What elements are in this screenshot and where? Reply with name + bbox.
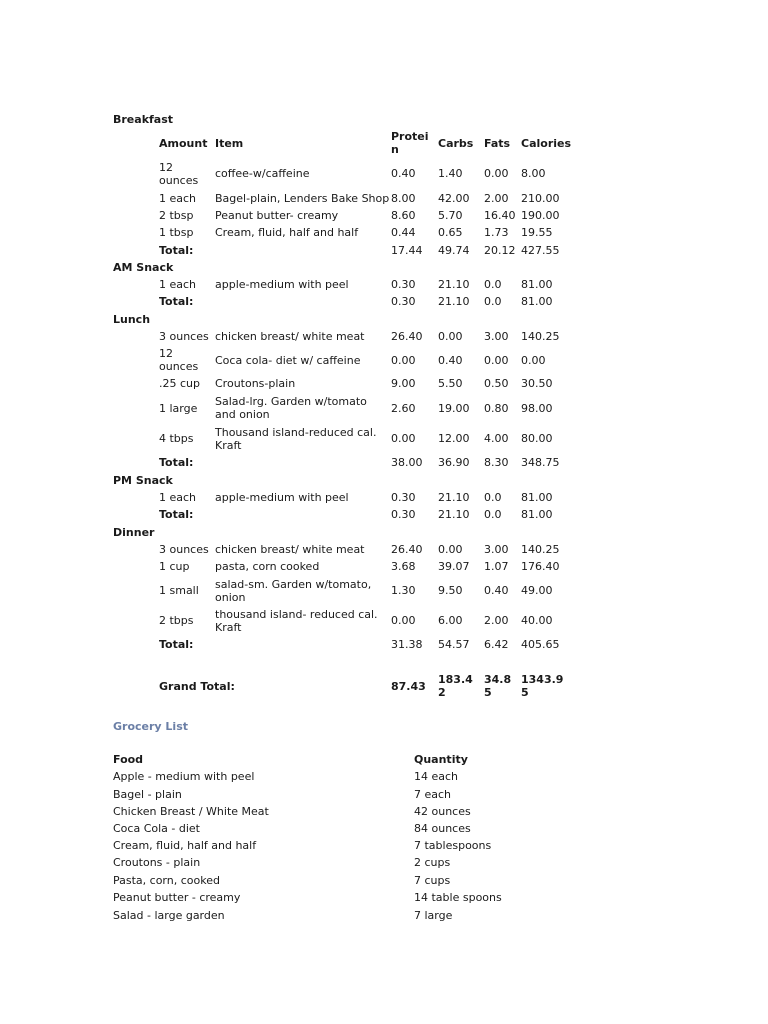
cell-fats: 0.0	[484, 491, 502, 504]
grand-total-fats: 34.8 5	[484, 673, 512, 699]
meal-title-lunch: Lunch	[113, 313, 151, 326]
cell-item: salad-sm. Garden w/tomato, onion	[215, 578, 372, 604]
header-carbs: Carbs	[438, 137, 474, 150]
total-protein: 17.44	[391, 244, 423, 257]
cell-carbs: 5.70	[438, 209, 463, 222]
grocery-quantity: 14 each	[414, 770, 459, 783]
cell-item: chicken breast/ white meat	[215, 330, 365, 343]
cell-carbs: 1.40	[438, 167, 463, 180]
cell-fats: 1.07	[484, 560, 509, 573]
cell-protein: 1.30	[391, 584, 416, 597]
grocery-quantity: 2 cups	[414, 856, 451, 869]
total-protein: 0.30	[391, 295, 416, 308]
header-item: Item	[215, 137, 244, 150]
cell-protein: 0.00	[391, 354, 416, 367]
cell-calories: 210.00	[521, 192, 560, 205]
cell-calories: 81.00	[521, 491, 553, 504]
total-carbs: 54.57	[438, 638, 470, 651]
grand-total-protein: 87.43	[391, 680, 426, 693]
cell-fats: 2.00	[484, 614, 509, 627]
cell-calories: 0.00	[521, 354, 546, 367]
grand-total-calories: 1343.9 5	[521, 673, 564, 699]
cell-fats: 4.00	[484, 432, 509, 445]
cell-carbs: 5.50	[438, 377, 463, 390]
cell-amount: 12 ounces	[159, 161, 199, 187]
grocery-food: Pasta, corn, cooked	[113, 874, 220, 887]
cell-amount: 2 tbps	[159, 614, 194, 627]
cell-amount: 1 each	[159, 278, 197, 291]
cell-calories: 49.00	[521, 584, 553, 597]
cell-calories: 8.00	[521, 167, 546, 180]
grocery-food: Coca Cola - diet	[113, 822, 200, 835]
cell-item: Thousand island-reduced cal. Kraft	[215, 426, 377, 452]
cell-item: Bagel-plain, Lenders Bake Shop	[215, 192, 390, 205]
total-calories: 405.65	[521, 638, 560, 651]
cell-carbs: 0.00	[438, 330, 463, 343]
cell-item: Peanut butter- creamy	[215, 209, 339, 222]
cell-item: Cream, fluid, half and half	[215, 226, 359, 239]
cell-amount: 4 tbps	[159, 432, 194, 445]
cell-carbs: 0.40	[438, 354, 463, 367]
header-fats: Fats	[484, 137, 511, 150]
grocery-header-quantity: Quantity	[414, 753, 468, 766]
total-label: Total:	[159, 244, 194, 257]
cell-fats: 0.50	[484, 377, 509, 390]
cell-item: thousand island- reduced cal. Kraft	[215, 608, 378, 634]
grand-total-label: Grand Total:	[159, 680, 235, 693]
cell-fats: 0.0	[484, 278, 502, 291]
total-carbs: 21.10	[438, 295, 470, 308]
cell-carbs: 12.00	[438, 432, 470, 445]
cell-protein: 0.30	[391, 491, 416, 504]
cell-carbs: 21.10	[438, 491, 470, 504]
total-calories: 81.00	[521, 508, 553, 521]
meal-title-breakfast: Breakfast	[113, 113, 174, 126]
cell-carbs: 6.00	[438, 614, 463, 627]
total-fats: 20.12	[484, 244, 516, 257]
cell-fats: 3.00	[484, 543, 509, 556]
cell-protein: 26.40	[391, 543, 423, 556]
cell-amount: 12 ounces	[159, 347, 199, 373]
cell-protein: 9.00	[391, 377, 416, 390]
cell-protein: 3.68	[391, 560, 416, 573]
total-label: Total:	[159, 508, 194, 521]
grocery-food: Chicken Breast / White Meat	[113, 805, 269, 818]
cell-calories: 40.00	[521, 614, 553, 627]
cell-amount: 2 tbsp	[159, 209, 194, 222]
total-protein: 38.00	[391, 456, 423, 469]
total-protein: 0.30	[391, 508, 416, 521]
cell-item: Croutons-plain	[215, 377, 296, 390]
cell-fats: 1.73	[484, 226, 509, 239]
grocery-quantity: 42 ounces	[414, 805, 471, 818]
total-label: Total:	[159, 295, 194, 308]
cell-fats: 2.00	[484, 192, 509, 205]
grocery-quantity: 7 large	[414, 909, 453, 922]
total-label: Total:	[159, 456, 194, 469]
cell-carbs: 21.10	[438, 278, 470, 291]
cell-calories: 81.00	[521, 278, 553, 291]
header-amount: Amount	[159, 137, 208, 150]
cell-item: pasta, corn cooked	[215, 560, 320, 573]
cell-item: coffee-w/caffeine	[215, 167, 310, 180]
cell-amount: 1 each	[159, 192, 197, 205]
grand-total-carbs: 183.4 2	[438, 673, 473, 699]
grocery-quantity: 14 table spoons	[414, 891, 502, 904]
cell-calories: 190.00	[521, 209, 560, 222]
total-fats: 0.0	[484, 508, 502, 521]
cell-fats: 0.00	[484, 167, 509, 180]
grocery-quantity: 84 ounces	[414, 822, 471, 835]
total-protein: 31.38	[391, 638, 423, 651]
cell-protein: 0.00	[391, 432, 416, 445]
cell-protein: 0.40	[391, 167, 416, 180]
cell-amount: 3 ounces	[159, 543, 209, 556]
meal-title-pm-snack: PM Snack	[113, 474, 173, 487]
total-carbs: 49.74	[438, 244, 470, 257]
meal-title-dinner: Dinner	[113, 526, 155, 539]
cell-fats: 0.40	[484, 584, 509, 597]
cell-fats: 0.80	[484, 402, 509, 415]
grocery-quantity: 7 cups	[414, 874, 451, 887]
cell-calories: 19.55	[521, 226, 553, 239]
cell-carbs: 19.00	[438, 402, 470, 415]
cell-fats: 3.00	[484, 330, 509, 343]
total-label: Total:	[159, 638, 194, 651]
cell-protein: 0.44	[391, 226, 416, 239]
cell-amount: 1 large	[159, 402, 198, 415]
meal-title-am-snack: AM Snack	[113, 261, 174, 274]
cell-protein: 8.60	[391, 209, 416, 222]
grocery-food: Apple - medium with peel	[113, 770, 255, 783]
header-calories: Calories	[521, 137, 572, 150]
cell-amount: 1 each	[159, 491, 197, 504]
cell-amount: 3 ounces	[159, 330, 209, 343]
cell-calories: 98.00	[521, 402, 553, 415]
cell-fats: 16.40	[484, 209, 516, 222]
cell-calories: 176.40	[521, 560, 560, 573]
total-fats: 8.30	[484, 456, 509, 469]
grocery-quantity: 7 each	[414, 788, 452, 801]
grocery-header-food: Food	[113, 753, 144, 766]
cell-amount: .25 cup	[159, 377, 200, 390]
grocery-food: Peanut butter - creamy	[113, 891, 241, 904]
cell-carbs: 42.00	[438, 192, 470, 205]
grocery-food: Salad - large garden	[113, 909, 225, 922]
cell-protein: 2.60	[391, 402, 416, 415]
cell-item: apple-medium with peel	[215, 278, 349, 291]
cell-amount: 1 tbsp	[159, 226, 194, 239]
cell-calories: 140.25	[521, 330, 560, 343]
cell-fats: 0.00	[484, 354, 509, 367]
grocery-list-title: Grocery List	[113, 720, 189, 733]
cell-protein: 0.30	[391, 278, 416, 291]
total-calories: 427.55	[521, 244, 560, 257]
grocery-quantity: 7 tablespoons	[414, 839, 492, 852]
total-fats: 0.0	[484, 295, 502, 308]
cell-amount: 1 cup	[159, 560, 190, 573]
cell-carbs: 0.00	[438, 543, 463, 556]
cell-protein: 0.00	[391, 614, 416, 627]
total-carbs: 36.90	[438, 456, 470, 469]
total-fats: 6.42	[484, 638, 509, 651]
cell-item: apple-medium with peel	[215, 491, 349, 504]
total-carbs: 21.10	[438, 508, 470, 521]
cell-carbs: 9.50	[438, 584, 463, 597]
total-calories: 81.00	[521, 295, 553, 308]
grocery-food: Croutons - plain	[113, 856, 201, 869]
cell-calories: 30.50	[521, 377, 553, 390]
header-protein: Protei n	[391, 130, 429, 156]
grocery-food: Bagel - plain	[113, 788, 182, 801]
cell-protein: 8.00	[391, 192, 416, 205]
cell-protein: 26.40	[391, 330, 423, 343]
cell-calories: 80.00	[521, 432, 553, 445]
cell-calories: 140.25	[521, 543, 560, 556]
cell-carbs: 39.07	[438, 560, 470, 573]
total-calories: 348.75	[521, 456, 560, 469]
grocery-food: Cream, fluid, half and half	[113, 839, 257, 852]
cell-amount: 1 small	[159, 584, 199, 597]
cell-item: Coca cola- diet w/ caffeine	[215, 354, 361, 367]
cell-item: Salad-lrg. Garden w/tomato and onion	[215, 395, 367, 421]
cell-item: chicken breast/ white meat	[215, 543, 365, 556]
cell-carbs: 0.65	[438, 226, 463, 239]
